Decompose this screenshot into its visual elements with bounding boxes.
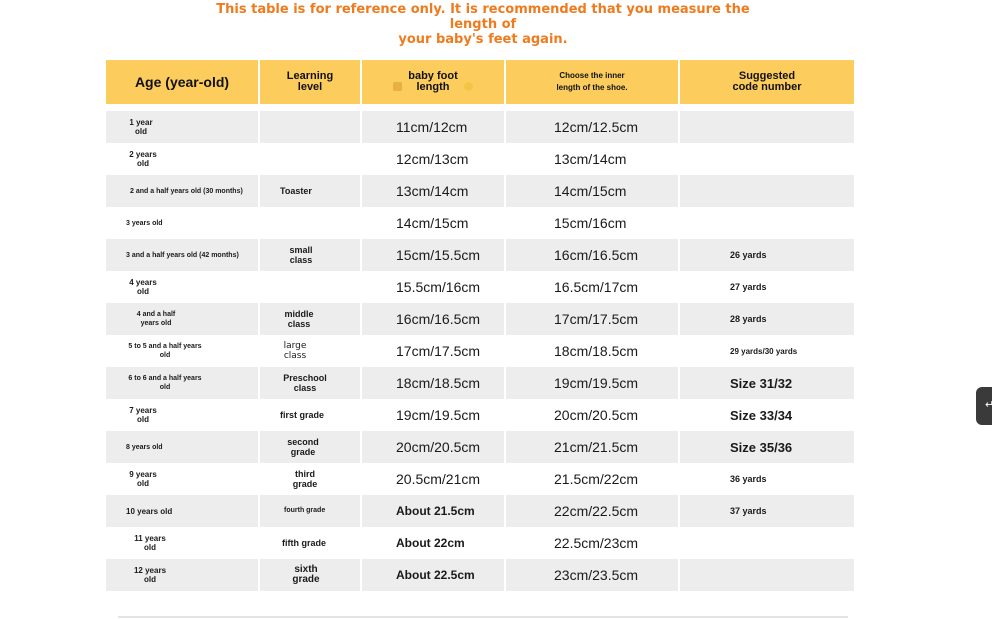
- inner-length-cell: 16cm/16.5cm: [506, 239, 680, 271]
- header-inner-length-label: Choose the inner length of the shoe.: [556, 71, 628, 92]
- level-cell: [260, 463, 362, 495]
- expand-icon: ↵: [985, 399, 994, 411]
- table-row: [106, 303, 854, 335]
- inner-length-cell: 21.5cm/22cm: [506, 463, 680, 495]
- code-cell: Size 35/36: [680, 431, 854, 463]
- level-text: Toaster: [280, 186, 312, 196]
- table-row: [106, 431, 854, 463]
- age-text: 4 years old: [129, 278, 157, 296]
- foot-length-cell: 16cm/16.5cm: [362, 303, 506, 335]
- age-text: 1 year old: [129, 118, 153, 136]
- foot-length-cell: 13cm/14cm: [362, 175, 506, 207]
- age-cell: [106, 335, 260, 367]
- foot-length-cell: 18cm/18.5cm: [362, 367, 506, 399]
- level-text: middle class: [284, 309, 314, 329]
- table-row: [106, 527, 854, 559]
- age-text: 8 years old: [126, 443, 163, 451]
- age-cell: [106, 111, 260, 143]
- table-row: [106, 207, 854, 239]
- level-cell: [260, 175, 362, 207]
- header-baby-foot-length-label: baby foot length: [408, 70, 458, 93]
- inner-length-cell: 22.5cm/23cm: [506, 527, 680, 559]
- notice-line-2: your baby's feet again.: [398, 32, 568, 47]
- inner-length-cell: 12cm/12.5cm: [506, 111, 680, 143]
- age-cell: [106, 175, 260, 207]
- age-cell: [106, 431, 260, 463]
- age-text: 2 years old: [129, 150, 157, 168]
- header-inner-length: [506, 60, 680, 111]
- age-text: 2 and a half years old (30 months): [130, 187, 243, 195]
- level-cell: [260, 559, 362, 591]
- foot-length-cell: 15cm/15.5cm: [362, 239, 506, 271]
- code-cell: [680, 175, 854, 207]
- age-text: 12 years old: [133, 566, 167, 584]
- age-text: 9 years old: [129, 470, 157, 488]
- code-cell: [680, 207, 854, 239]
- foot-length-cell: About 22.5cm: [362, 559, 506, 591]
- code-cell: [680, 559, 854, 591]
- foot-length-cell: 17cm/17.5cm: [362, 335, 506, 367]
- level-text: small class: [289, 245, 313, 265]
- header-baby-foot-length: [362, 60, 506, 111]
- level-cell: [260, 527, 362, 559]
- age-cell: [106, 399, 260, 431]
- inner-length-cell: 13cm/14cm: [506, 143, 680, 175]
- age-cell: [106, 495, 260, 527]
- level-text: sixth grade: [292, 564, 320, 585]
- code-cell: 28 yards: [680, 303, 854, 335]
- header-learning-level: [260, 60, 362, 111]
- age-text: 5 to 5 and a half years old: [128, 343, 202, 359]
- age-text: 3 years old: [126, 219, 163, 227]
- level-text: Preschool class: [283, 373, 327, 393]
- level-text: second grade: [287, 437, 319, 457]
- header-learning-level-label: Learning level: [286, 70, 334, 93]
- table-row: [106, 559, 854, 591]
- inner-length-cell: 18cm/18.5cm: [506, 335, 680, 367]
- header-suggested-code: [680, 60, 854, 111]
- inner-length-cell: 16.5cm/17cm: [506, 271, 680, 303]
- header-age: Age (year-old): [106, 60, 260, 111]
- level-cell: [260, 367, 362, 399]
- age-cell: [106, 239, 260, 271]
- level-cell: [260, 335, 362, 367]
- table-row: [106, 175, 854, 207]
- foot-length-cell: About 21.5cm: [362, 495, 506, 527]
- age-cell: [106, 271, 260, 303]
- level-text: fifth grade: [282, 538, 326, 548]
- level-cell: [260, 271, 362, 303]
- table-row: [106, 143, 854, 175]
- level-cell: [260, 303, 362, 335]
- age-cell: [106, 207, 260, 239]
- code-cell: [680, 143, 854, 175]
- table-row: [106, 271, 854, 303]
- foot-length-cell: 20cm/20.5cm: [362, 431, 506, 463]
- level-cell: [260, 239, 362, 271]
- shoe-size-table: [106, 60, 854, 591]
- age-text: 11 years old: [134, 534, 166, 552]
- age-cell: [106, 527, 260, 559]
- age-text: 7 years old: [129, 406, 157, 424]
- level-cell: [260, 431, 362, 463]
- table-row: [106, 495, 854, 527]
- level-text: fourth grade: [284, 507, 326, 514]
- inner-length-cell: 17cm/17.5cm: [506, 303, 680, 335]
- code-cell: [680, 111, 854, 143]
- bottom-divider: [118, 616, 848, 618]
- level-text: first grade: [280, 410, 325, 420]
- age-cell: [106, 303, 260, 335]
- level-cell: [260, 399, 362, 431]
- footprint-icon: [393, 82, 402, 91]
- inner-length-cell: 21cm/21.5cm: [506, 431, 680, 463]
- notice-line-1: This table is for reference only. It is recommended that you measure the length of: [216, 2, 750, 32]
- code-cell: [680, 527, 854, 559]
- table-row: [106, 239, 854, 271]
- age-text: 4 and a half years old: [136, 311, 176, 327]
- age-text: 3 and a half years old (42 months): [126, 251, 239, 259]
- foot-length-cell: 11cm/12cm: [362, 111, 506, 143]
- inner-length-cell: 14cm/15cm: [506, 175, 680, 207]
- foot-length-cell: 12cm/13cm: [362, 143, 506, 175]
- foot-length-cell: 20.5cm/21cm: [362, 463, 506, 495]
- level-cell: [260, 495, 362, 527]
- age-text: 6 to 6 and a half years old: [128, 375, 202, 391]
- code-cell: 29 yards/30 yards: [680, 335, 854, 367]
- inner-length-cell: 20cm/20.5cm: [506, 399, 680, 431]
- table-header-row: [106, 60, 854, 111]
- inner-length-cell: 19cm/19.5cm: [506, 367, 680, 399]
- inner-length-cell: 22cm/22.5cm: [506, 495, 680, 527]
- foot-length-cell: About 22cm: [362, 527, 506, 559]
- table-row: [106, 399, 854, 431]
- table-row: [106, 367, 854, 399]
- level-text: large class: [283, 341, 307, 361]
- level-cell: [260, 111, 362, 143]
- level-text: third grade: [292, 469, 318, 489]
- code-cell: Size 33/34: [680, 399, 854, 431]
- foot-length-cell: 15.5cm/16cm: [362, 271, 506, 303]
- table-row: [106, 335, 854, 367]
- age-cell: [106, 559, 260, 591]
- age-cell: [106, 367, 260, 399]
- code-cell: 27 yards: [680, 271, 854, 303]
- code-cell: 26 yards: [680, 239, 854, 271]
- header-suggested-code-label: Suggested code number: [732, 70, 802, 93]
- code-cell: Size 31/32: [680, 367, 854, 399]
- foot-length-cell: 14cm/15cm: [362, 207, 506, 239]
- age-cell: [106, 463, 260, 495]
- level-cell: [260, 143, 362, 175]
- foot-length-cell: 19cm/19.5cm: [362, 399, 506, 431]
- age-cell: [106, 143, 260, 175]
- code-cell: 37 yards: [680, 495, 854, 527]
- reference-notice: [210, 2, 756, 47]
- side-expand-tab[interactable]: [976, 387, 992, 425]
- code-cell: 36 yards: [680, 463, 854, 495]
- table-row: [106, 463, 854, 495]
- inner-length-cell: 15cm/16cm: [506, 207, 680, 239]
- table-row: [106, 111, 854, 143]
- sun-icon: [464, 82, 473, 91]
- age-text: 10 years old: [126, 506, 173, 516]
- inner-length-cell: 23cm/23.5cm: [506, 559, 680, 591]
- table-body: [106, 111, 854, 591]
- level-cell: [260, 207, 362, 239]
